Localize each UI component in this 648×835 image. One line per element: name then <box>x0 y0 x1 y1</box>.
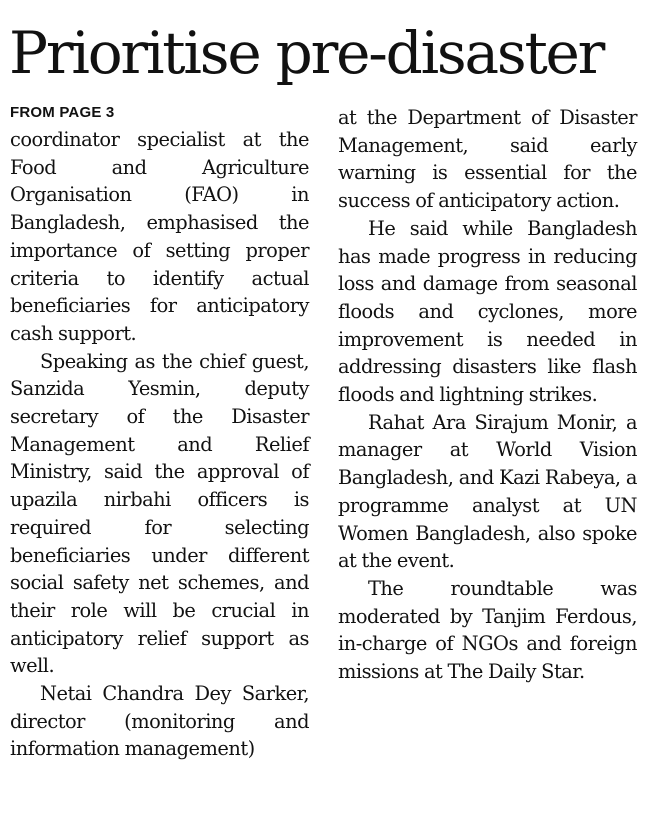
paragraph: He said while Bangladesh has made progress in reducing loss and damage from seasonal floods and cyclones, more improvement is needed in addressing disasters like flash floods and lightning strikes. <box>338 216 637 407</box>
paragraph: at the Department of Disaster Management, said early warning is essential for the success of anticipatory action. <box>338 106 637 213</box>
headline: Prioritise pre-disaster <box>9 19 604 87</box>
paragraph: Netai Chandra Dey Sarker, director (monitoring and information management) <box>10 682 309 761</box>
paragraph: Speaking as the chief guest, Sanzida Yesmin, deputy secretary of the Disaster Management and Relief Ministry, said the approval of upazila nirbahi officers is required for selecting beneficiaries under different social safety net schemes, and their role will be crucial in anticipatory relief support as well. <box>10 349 309 678</box>
paragraph: coordinator specialist at the Food and Agriculture Organisation (FAO) in Bangladesh, emphasised the importance of setting proper criteria to identify actual beneficiaries for anticipatory cash support. <box>10 128 309 345</box>
article-column-right <box>338 103 637 686</box>
paragraph: Rahat Ara Sirajum Monir, a manager at World Vision Bangladesh, and Kazi Rabeya, a programme analyst at UN Women Bangladesh, also spoke at the event. <box>338 410 637 573</box>
jump-label: FROM PAGE 3 <box>10 104 115 121</box>
paragraph: The roundtable was moderated by Tanjim Ferdous, in-charge of NGOs and foreign missions at The Daily Star. <box>338 576 637 684</box>
article-column-left <box>10 103 309 763</box>
